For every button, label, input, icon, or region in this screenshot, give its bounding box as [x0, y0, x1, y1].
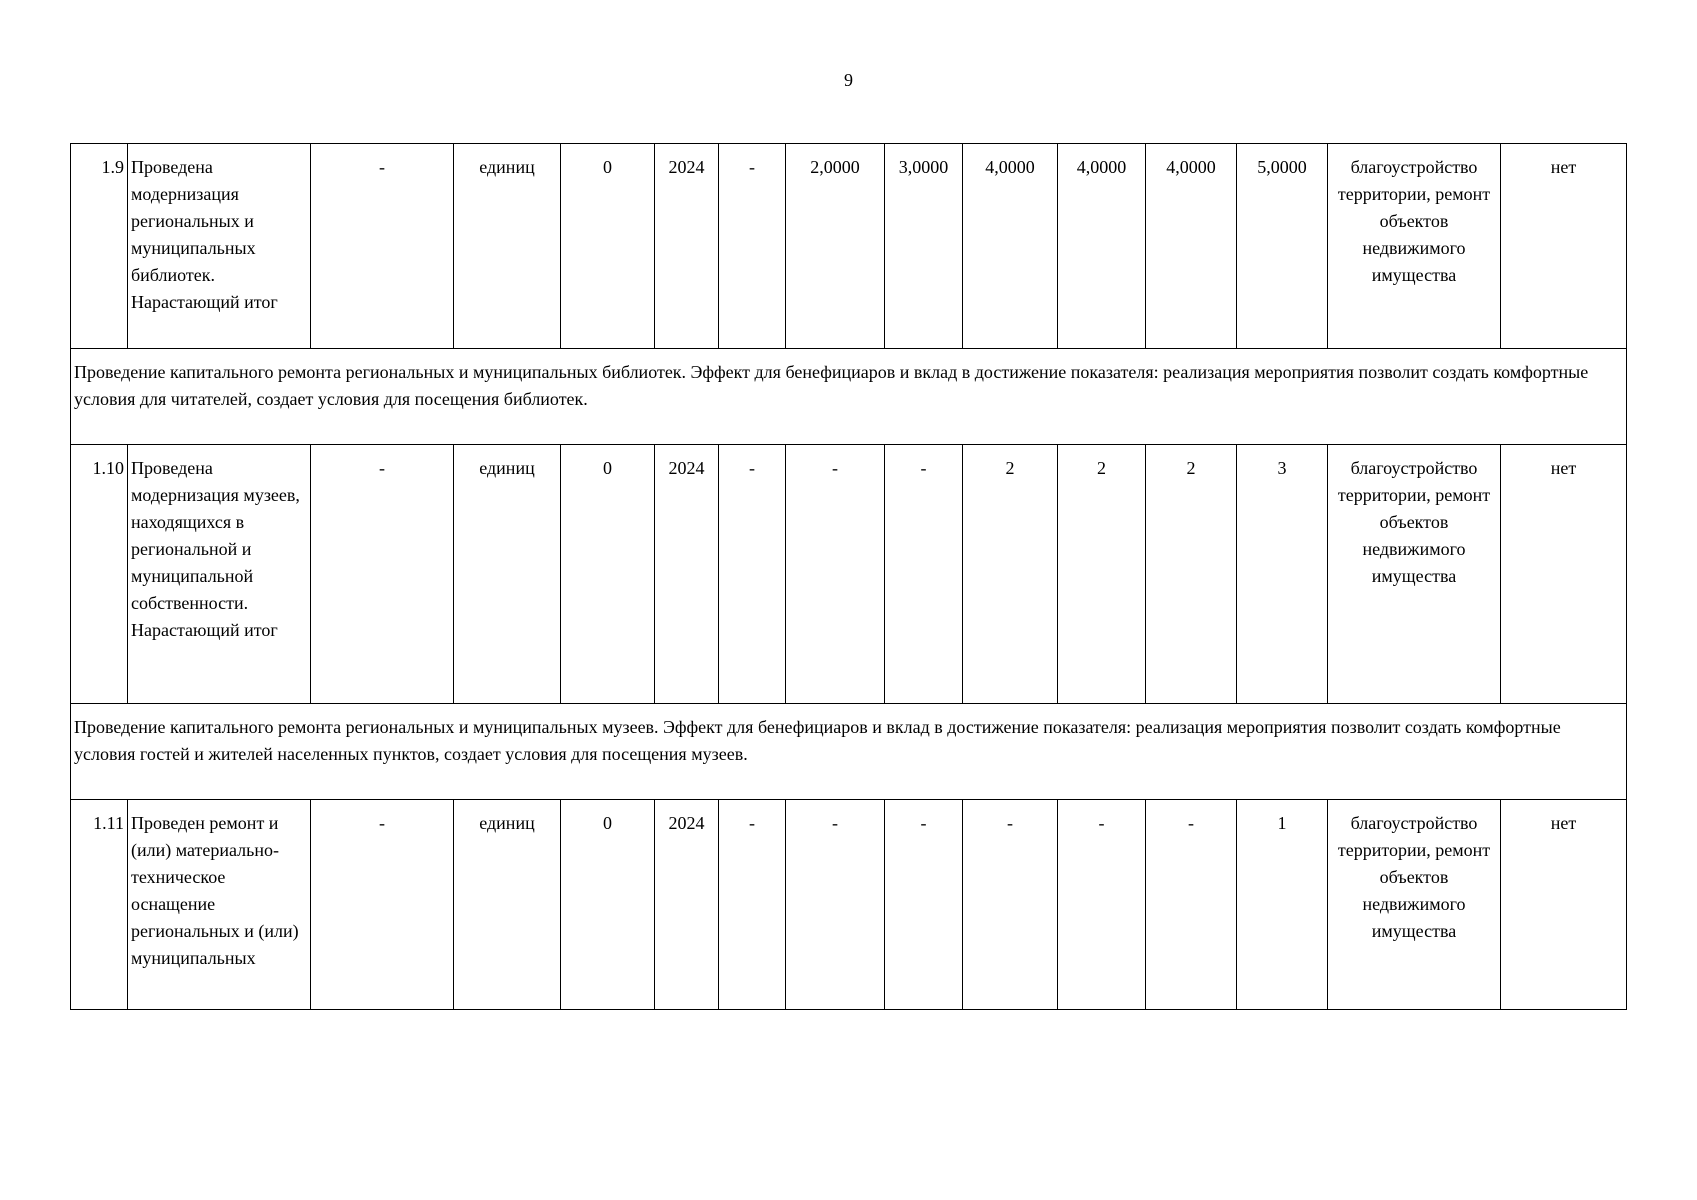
indicator-name: Проведена модернизация музеев, находящихся в региональной и муниципальной собственности. Нарастающий итог	[128, 445, 311, 704]
base-value-cell: 0	[561, 800, 655, 1010]
level-cell: -	[311, 800, 454, 1010]
value-cell: 4,0000	[963, 144, 1058, 349]
value-cell: 2	[1146, 445, 1237, 704]
value-cell: -	[885, 445, 963, 704]
row-number: 1.10	[71, 445, 128, 704]
table-row	[71, 144, 1627, 349]
unit-cell: единиц	[454, 445, 561, 704]
flag-cell: нет	[1501, 800, 1627, 1010]
value-cell: 3	[1237, 445, 1328, 704]
value-cell: 4,0000	[1146, 144, 1237, 349]
value-cell: -	[719, 445, 786, 704]
row-number: 1.11	[71, 800, 128, 1010]
value-cell: 3,0000	[885, 144, 963, 349]
value-cell: -	[786, 445, 885, 704]
value-cell: 1	[1237, 800, 1328, 1010]
table-row	[71, 800, 1627, 1010]
value-cell: -	[1146, 800, 1237, 1010]
indicators-table	[70, 143, 1627, 1010]
value-cell: -	[885, 800, 963, 1010]
value-cell: 4,0000	[1058, 144, 1146, 349]
value-cell: 2	[1058, 445, 1146, 704]
unit-cell: единиц	[454, 800, 561, 1010]
description-row	[71, 349, 1627, 445]
indicator-name: Проведена модернизация региональных и муниципальных библиотек. Нарастающий итог	[128, 144, 311, 349]
base-year-cell: 2024	[655, 800, 719, 1010]
type-cell: благоустройство территории, ремонт объектов недвижимого имущества	[1328, 144, 1501, 349]
value-cell: -	[719, 144, 786, 349]
base-value-cell: 0	[561, 445, 655, 704]
description-text: Проведение капитального ремонта региональных и муниципальных библиотек. Эффект для бенефициаров и вклад в достижение показателя: реализация мероприятия позволит создать комфортные условия для читателей, создает условия для посещения библиотек.	[71, 349, 1627, 445]
value-cell: 5,0000	[1237, 144, 1328, 349]
value-cell: -	[786, 800, 885, 1010]
level-cell: -	[311, 144, 454, 349]
flag-cell: нет	[1501, 144, 1627, 349]
page-number: 9	[844, 70, 853, 90]
level-cell: -	[311, 445, 454, 704]
table-row	[71, 445, 1627, 704]
flag-cell: нет	[1501, 445, 1627, 704]
description-text: Проведение капитального ремонта региональных и муниципальных музеев. Эффект для бенефициаров и вклад в достижение показателя: реализация мероприятия позволит создать комфортные условия гостей и жителей населенных пунктов, создает условия для посещения музеев.	[71, 704, 1627, 800]
value-cell: -	[719, 800, 786, 1010]
base-value-cell: 0	[561, 144, 655, 349]
description-row	[71, 704, 1627, 800]
value-cell: -	[1058, 800, 1146, 1010]
value-cell: 2,0000	[786, 144, 885, 349]
row-number: 1.9	[71, 144, 128, 349]
unit-cell: единиц	[454, 144, 561, 349]
base-year-cell: 2024	[655, 144, 719, 349]
type-cell: благоустройство территории, ремонт объектов недвижимого имущества	[1328, 445, 1501, 704]
value-cell: -	[963, 800, 1058, 1010]
value-cell: 2	[963, 445, 1058, 704]
base-year-cell: 2024	[655, 445, 719, 704]
indicator-name: Проведен ремонт и (или) материально-техническое оснащение региональных и (или) муниципальных	[128, 800, 311, 1010]
type-cell: благоустройство территории, ремонт объектов недвижимого имущества	[1328, 800, 1501, 1010]
